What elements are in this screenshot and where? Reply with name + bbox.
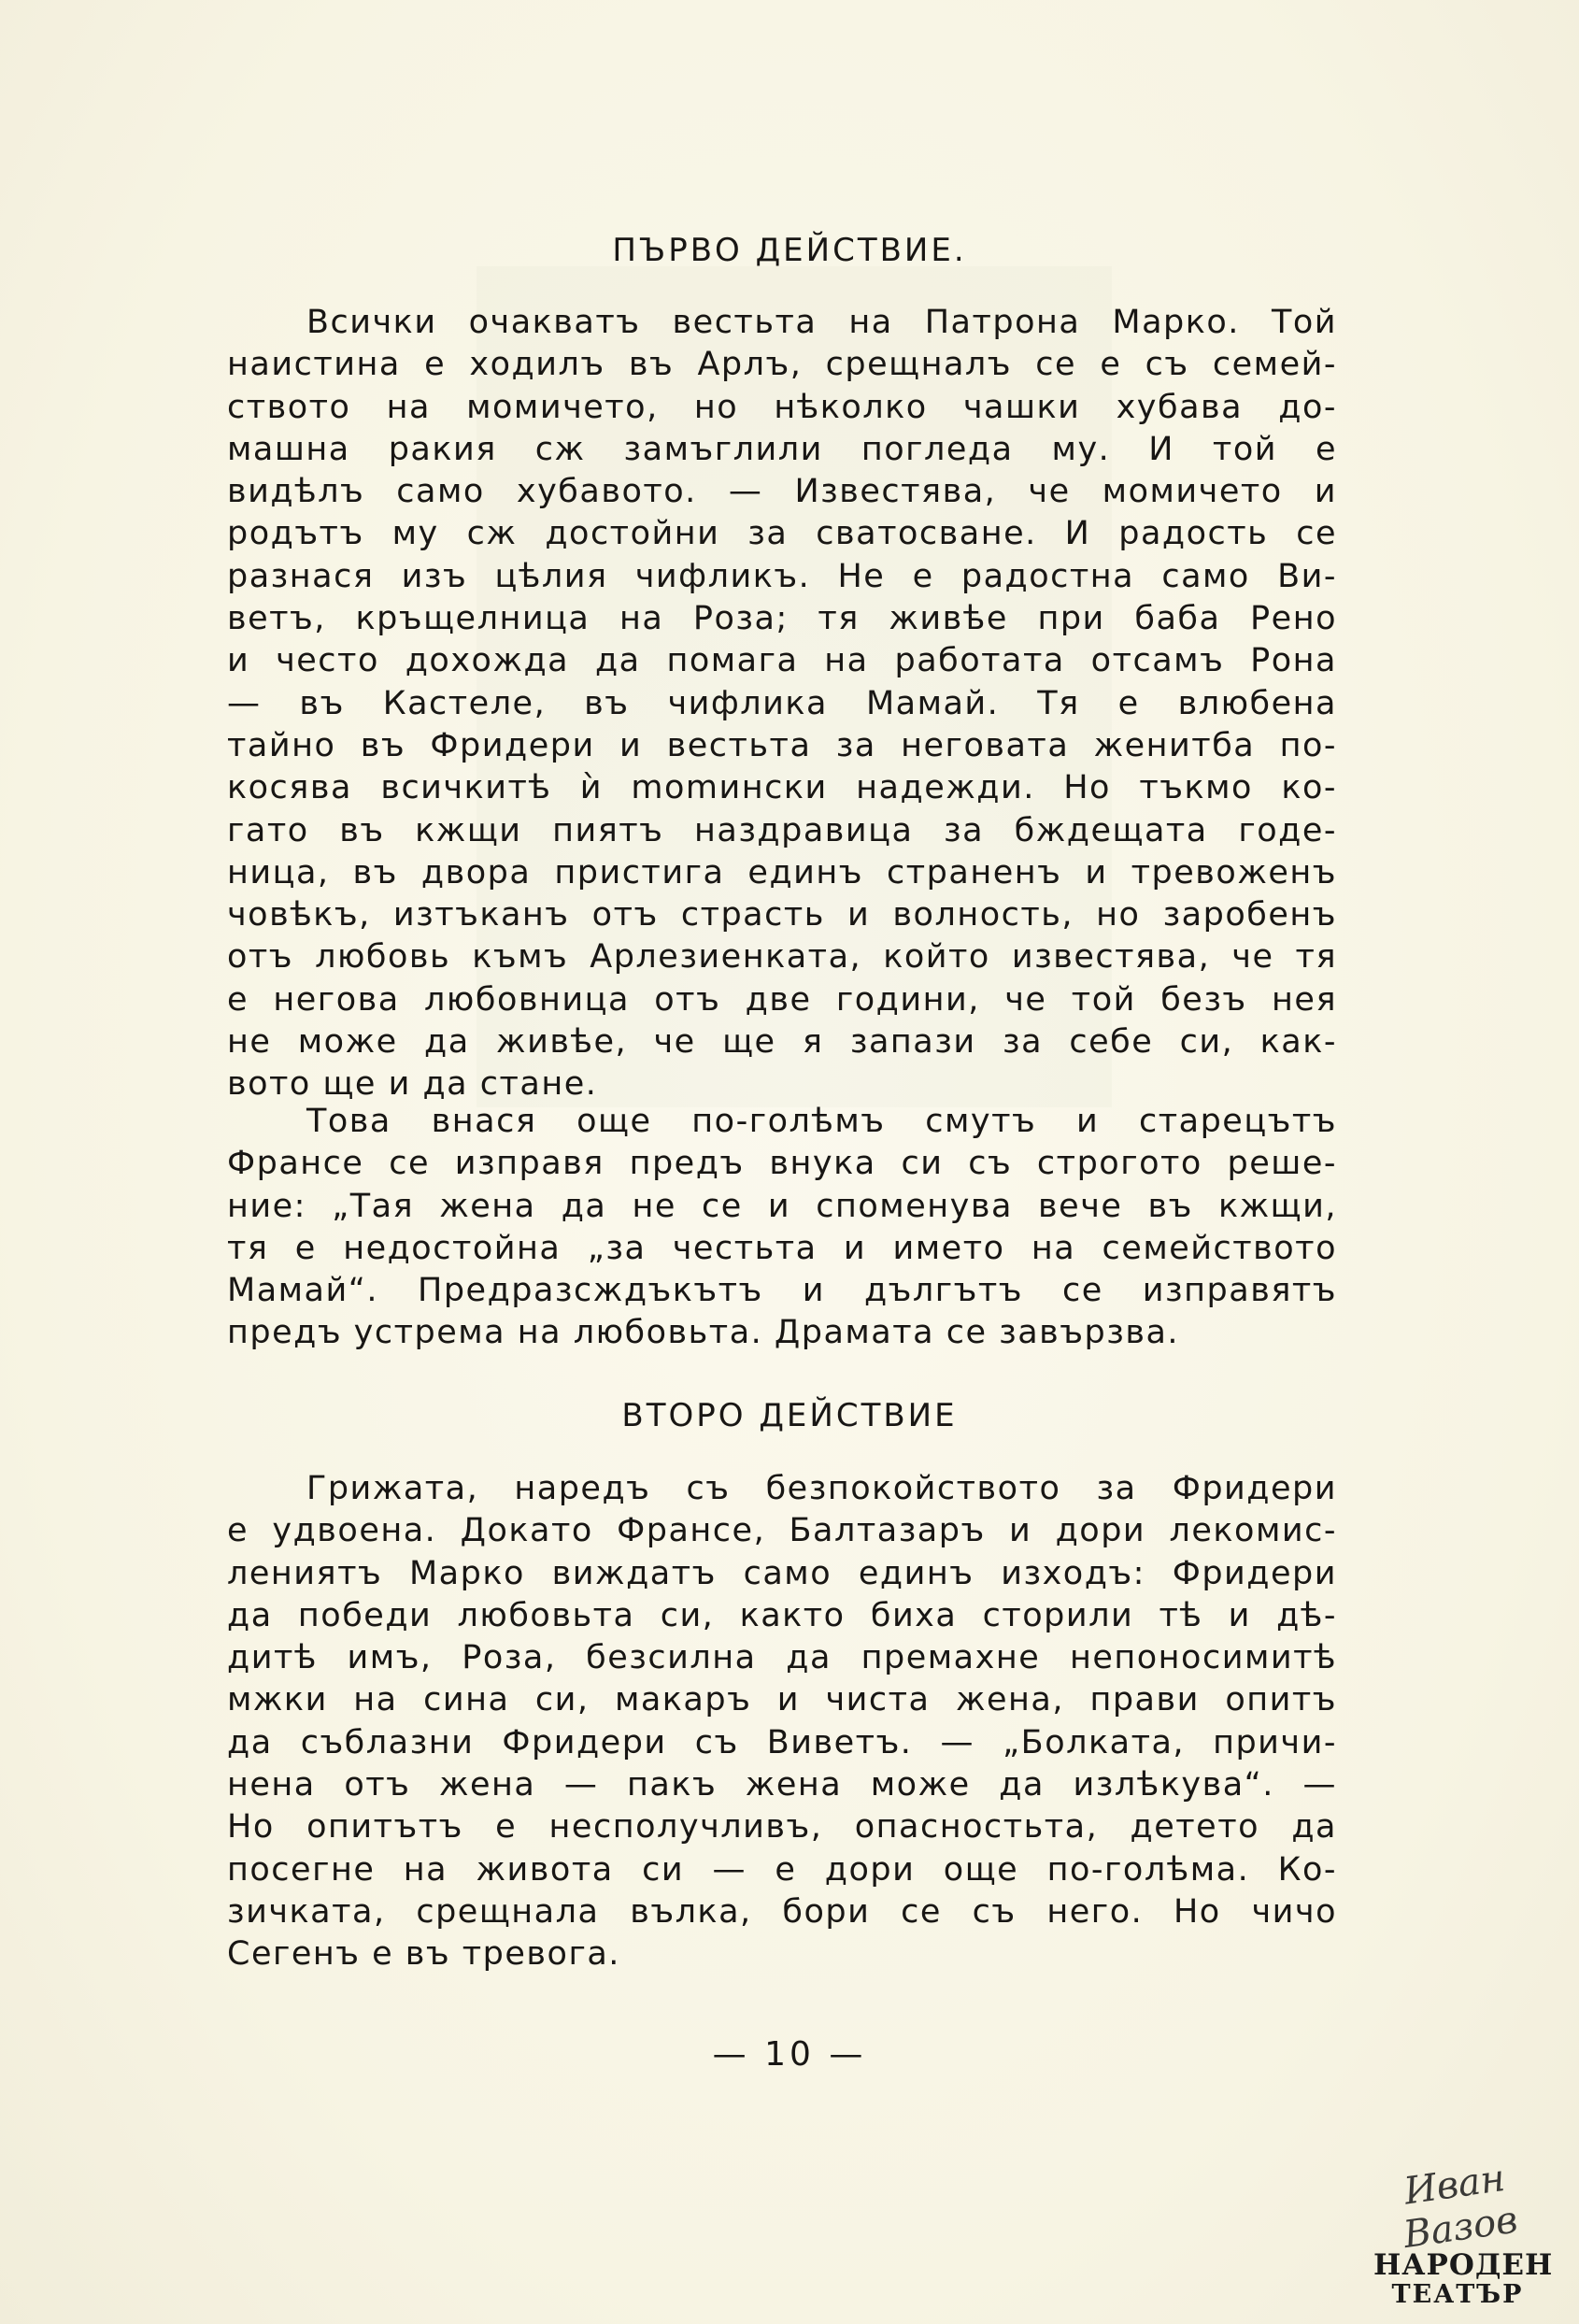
text-line: тайно въ Фридери и вестьта за неговата женитба по- bbox=[227, 726, 1337, 764]
text-line: да победи любовьта си, както биха сторили тѣ и дѣ- bbox=[227, 1596, 1337, 1634]
text-line: е негова любовница отъ две години, че той безъ нея bbox=[227, 980, 1337, 1019]
text-line: Мамай“. Предразсждъкътъ и дългътъ се изправятъ bbox=[227, 1272, 1337, 1310]
text-line: разнася изъ цѣлия чифликъ. Не е радостна само Ви- bbox=[227, 557, 1337, 595]
text-line: посегне на живота си — е дори още по-голѣма. Ко- bbox=[227, 1850, 1337, 1889]
text-line: — въ Кастеле, въ чифлика Мамай. Тя е влюбена bbox=[227, 684, 1337, 722]
act-two-paragraph-1 bbox=[227, 1468, 1337, 1976]
text-line: човѣкъ, изтъканъ отъ страсть и волность, но заробенъ bbox=[227, 896, 1337, 934]
text-line: ветъ, кръщелница на Роза; тя живѣе при баба Рено bbox=[227, 600, 1337, 638]
text-line: видѣлъ само хубавото. — Известява, че момичето и bbox=[227, 473, 1337, 511]
text-line: Грижата, наредъ съ безпокойството за Фридери bbox=[306, 1470, 1337, 1507]
text-line: е удвоена. Докато Франсе, Балтазаръ и дори лекомис- bbox=[227, 1512, 1337, 1550]
text-line: ството на момичето, но нѣколко чашки хубава до- bbox=[227, 388, 1337, 426]
text-line: Това внася още по-голѣмъ смутъ и старецътъ bbox=[306, 1103, 1337, 1140]
text-line: и често дохожда да помага на работата отсамъ Рона bbox=[227, 642, 1337, 680]
text-line: Всички очакватъ вестьта на Патрона Марко. Той bbox=[306, 304, 1337, 341]
text-line: гато въ кжщи пиятъ наздравица за бждещата годе- bbox=[227, 811, 1337, 849]
text-line: дитѣ имъ, Роза, безсилна да премахне непоносимитѣ bbox=[227, 1639, 1337, 1677]
text-line: Франсе се изправя предъ внука си съ строгото реше- bbox=[227, 1145, 1337, 1183]
text-line: отъ любовь къмъ Арлезиенката, който известява, че тя bbox=[227, 938, 1337, 977]
text-line: нена отъ жена — пакъ жена може да излѣкува“. — bbox=[227, 1766, 1337, 1804]
act-one-heading: ПЪРВО ДЕЙСТВИЕ. bbox=[612, 232, 967, 269]
text-line: ница, въ двора пристига единъ страненъ и тревоженъ bbox=[227, 853, 1337, 891]
text-line: родътъ му сж достойни за сватосване. И радость се bbox=[227, 515, 1337, 553]
text-line: да съблазни Фридери съ Виветъ. — „Болката, причи- bbox=[227, 1723, 1337, 1761]
text-line: мжки на сина си, макаръ и чиста жена, прави опитъ bbox=[227, 1681, 1337, 1719]
text-line: тя е недостойна „за честьта и името на семейството bbox=[227, 1229, 1337, 1267]
text-line: Сегенъ е въ тревога. bbox=[227, 1935, 620, 1974]
text-line: не може да живѣе, че ще я запази за себе си, как- bbox=[227, 1023, 1337, 1062]
text-line: Но опитътъ е несполучливъ, опасностьта, детето да bbox=[227, 1808, 1337, 1846]
text-line: машна ракия сж замъглили погледа му. И той е bbox=[227, 430, 1337, 468]
national-theatre-stamp bbox=[1373, 2156, 1554, 2309]
act-two-heading: ВТОРО ДЕЙСТВИЕ bbox=[621, 1397, 958, 1434]
stamp-line-1: НАРОДЕН bbox=[1373, 2248, 1554, 2282]
text-line: косява всичкитѣ ѝ momински надежди. Но тъкмо ко- bbox=[227, 769, 1337, 807]
act-one-paragraph-1 bbox=[227, 302, 1337, 1106]
text-line: лениятъ Марко виждатъ само единъ изходъ: Фридери bbox=[227, 1554, 1337, 1592]
act-one-paragraph-2 bbox=[227, 1101, 1337, 1355]
text-line: вото ще и да стане. bbox=[227, 1065, 598, 1104]
page-number: — 10 — bbox=[712, 2035, 867, 2074]
stamp-line-2: ТЕАТЪР bbox=[1391, 2280, 1524, 2309]
text-line: зичката, срещнала вълка, бори се съ него. Но чичо bbox=[227, 1892, 1337, 1931]
text-line: предъ устрема на любовьта. Драмата се завързва. bbox=[227, 1314, 1180, 1352]
stamp-signature: Иван Вазов bbox=[1401, 2156, 1521, 2258]
text-line: наистина е ходилъ въ Арлъ, срещналъ се е съ семей- bbox=[227, 346, 1337, 384]
text-line: ние: „Тая жена да не се и споменува вече въ кжщи, bbox=[227, 1187, 1337, 1225]
